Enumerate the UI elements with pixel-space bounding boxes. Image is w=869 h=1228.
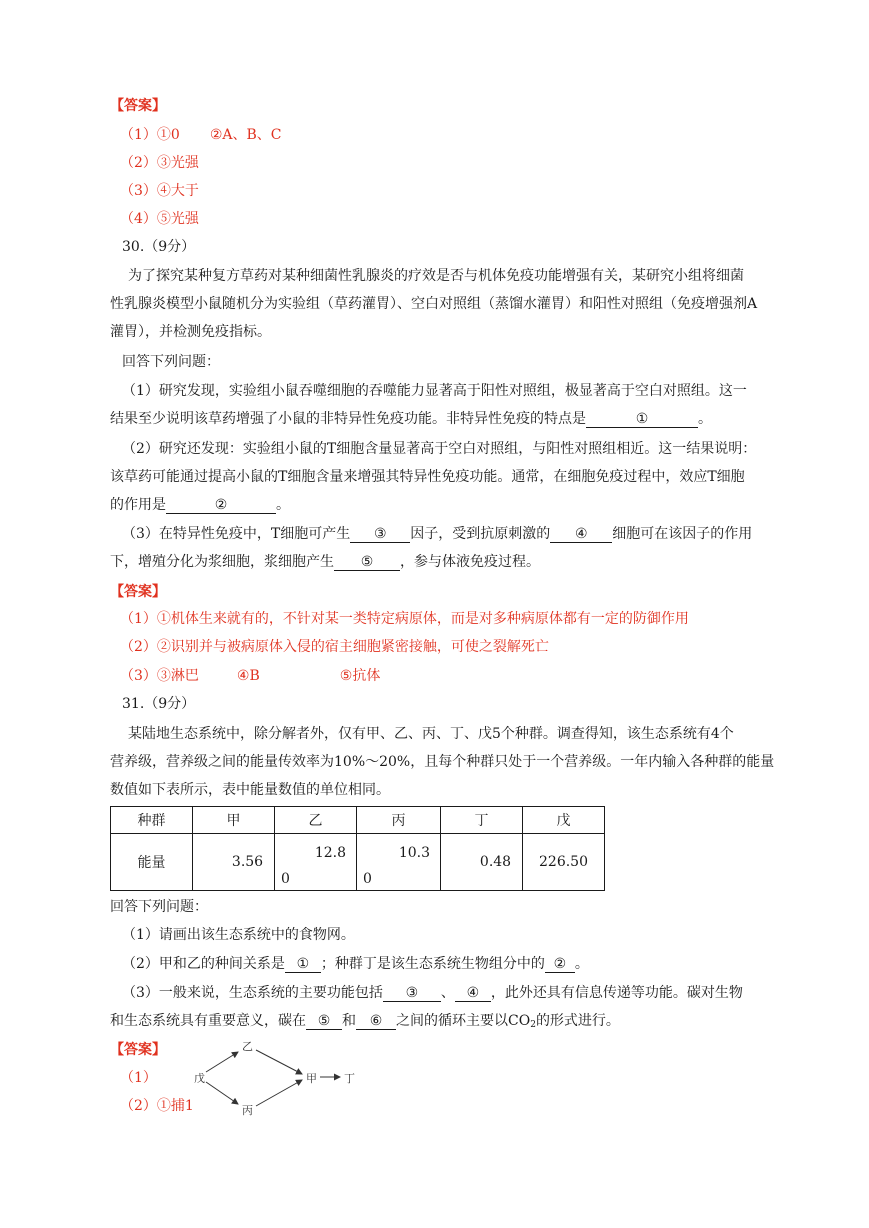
question-31-ask: 回答下列问题： (110, 899, 208, 915)
food-web-diagram (186, 1040, 366, 1118)
answer-30-2: （2）②识别并与被病原体入侵的宿主细胞紧密接触，可使之裂解死亡 (120, 639, 549, 655)
q30-p1-text: 结果至少说明该草药增强了小鼠的非特异性免疫功能。非特异性免疫的特点是 (110, 411, 586, 427)
answer-29-4: （4）⑤光强 (120, 211, 199, 227)
table-cell-ding (441, 834, 523, 891)
blank-30-1: ① (586, 409, 698, 428)
table-cell-wu: 226.50 (523, 834, 605, 891)
question-30-part2-line3 (110, 495, 290, 515)
table-header-cell: 戊 (523, 807, 605, 834)
blank-30-4: ④ (550, 524, 612, 543)
energy-yi-bottom: 0 (281, 871, 290, 887)
q30-p3-text-a: （3）在特异性免疫中，T细胞可产生 (122, 526, 351, 542)
q31-p3-text-e: 和 (342, 1013, 356, 1029)
table-cell-bing (357, 834, 441, 891)
question-30-stem-2: 性乳腺炎模型小鼠随机分为实验组（草药灌胃）、空白对照组（蒸馏水灌胃）和阳性对照组（免疫增强剂A (110, 296, 758, 312)
answer-label-31: 【答案】 (110, 1042, 166, 1058)
question-30-part2-line2: 该草药可能通过提高小鼠的T细胞含量来增强其特异性免疫功能。通常，在细胞免疫过程中，效应T细胞 (110, 469, 745, 485)
arrow-bing-jia (256, 1080, 302, 1106)
blank-31-6: ⑥ (356, 1011, 396, 1030)
question-30-part1-line2 (110, 409, 712, 429)
answer-30-3-a: （3）③淋巴 (120, 668, 199, 684)
arrow-yi-jia (256, 1050, 302, 1074)
question-30-ask: 回答下列问题： (122, 354, 220, 370)
split-cell (357, 835, 440, 889)
answer-30-1: （1）①机体生来就有的，不针对某一类特定病原体，而是对多种病原体都有一定的防御作用 (120, 611, 689, 627)
answer-label-29: 【答案】 (110, 98, 166, 114)
question-31-part3-line2 (110, 1011, 620, 1035)
q30-p3-text-e: ，参与体液免疫过程。 (400, 554, 540, 570)
blank-31-3: ③ (383, 983, 441, 1002)
question-30-stem-3: 灌胃），并检测免疫指标。 (110, 324, 271, 340)
blank-31-1: ① (285, 954, 321, 973)
node-ding: 丁 (344, 1072, 355, 1085)
table-cell-yi (275, 834, 357, 891)
answer-29-3: （3）④大于 (120, 183, 199, 199)
q30-p2-text: 的作用是 (110, 497, 166, 513)
blank-30-3: ③ (350, 524, 410, 543)
question-31-header: 31.（9分） (122, 696, 196, 712)
table-header-cell: 乙 (275, 807, 357, 834)
answer-29-1-b: ②A、B、C (209, 127, 282, 143)
blank-31-4: ④ (455, 983, 491, 1002)
question-31-part3-line1 (122, 983, 743, 1003)
arrow-wu-bing (206, 1082, 238, 1104)
answer-30-3-c: ⑤抗体 (339, 668, 381, 684)
energy-table-data-row (111, 834, 605, 891)
q31-p2-text-a: （2）甲和乙的种间关系是 (122, 956, 285, 972)
q31-p3-text-a: （3）一般来说，生态系统的主要功能包括 (122, 985, 383, 1001)
question-31-part1: （1）请画出该生态系统中的食物网。 (122, 927, 355, 943)
table-header-cell: 甲 (193, 807, 275, 834)
question-30-header: 30.（9分） (122, 239, 196, 255)
question-31-stem-2: 营养级，营养级之间的能量传效率为10%～20%，且每个种群只处于一个营养级。一年内输入各种群的能量 (110, 754, 775, 770)
q31-p3-text-d: 和生态系统具有重要意义，碳在 (110, 1013, 306, 1029)
q30-p3-text-d: 下，增殖分化为浆细胞，浆细胞产生 (110, 554, 334, 570)
answer-29-1-a: （1）①0 (120, 127, 180, 143)
energy-bing-top: 10.3 (398, 845, 430, 861)
blank-31-5: ⑤ (306, 1011, 342, 1030)
blank-31-2: ② (545, 954, 575, 973)
question-31-stem-3: 数值如下表所示，表中能量数值的单位相同。 (110, 782, 390, 798)
energy-ding: 0.48 (479, 854, 512, 870)
node-bing: 丙 (242, 1104, 253, 1117)
q31-p3-text-g: 的形式进行。 (535, 1013, 620, 1029)
question-30-part3-line1 (122, 524, 752, 544)
node-yi: 乙 (242, 1040, 253, 1053)
q31-p3-text-f: 之间的循环主要以CO (396, 1013, 531, 1029)
energy-bing-bottom: 0 (363, 871, 372, 887)
blank-30-5: ⑤ (334, 552, 400, 571)
energy-jia: 3.56 (231, 854, 264, 870)
question-30-part3-line2 (110, 552, 540, 572)
q30-p3-text-c: 细胞可在该因子的作用 (612, 526, 753, 542)
question-30-part1-line1: （1）研究发现，实验组小鼠吞噬细胞的吞噬能力显著高于阳性对照组，极显著高于空白对照组。这一 (122, 383, 747, 399)
table-row-label: 能量 (111, 834, 193, 891)
answer-31-1: （1） (120, 1070, 157, 1086)
answer-29-2: （2）③光强 (120, 155, 199, 171)
energy-table (110, 806, 605, 891)
table-cell-jia (193, 834, 275, 891)
answer-31-2: （2）①捕1 (120, 1098, 194, 1114)
energy-table-header-row (111, 807, 605, 834)
table-header-cell: 丙 (357, 807, 441, 834)
answer-label-30: 【答案】 (110, 584, 166, 600)
energy-yi-top: 12.8 (314, 845, 346, 861)
q31-p2-text-b: ；种群丁是该生态系统生物组分中的 (320, 956, 545, 972)
q30-p3-text-b: 因子，受到抗原刺激的 (410, 526, 551, 542)
node-wu: 戊 (194, 1072, 205, 1085)
q30-p2-end: 。 (276, 497, 290, 513)
q31-p3-text-b: 、 (440, 985, 455, 1001)
question-31-stem-1: 某陆地生态系统中，除分解者外，仅有甲、乙、丙、丁、戊5个种群。调查得知，该生态系统有4个 (128, 726, 734, 742)
answer-30-3-b: ④B (236, 668, 260, 684)
node-jia: 甲 (306, 1072, 317, 1085)
answer-29-1 (120, 125, 282, 145)
question-30-stem-1: 为了探究某种复方草药对某种细菌性乳腺炎的疗效是否与机体免疫功能增强有关，某研究小组将细菌 (128, 268, 744, 284)
q31-co2-subscript: 2 (530, 1020, 536, 1030)
arrow-wu-yi (206, 1052, 238, 1072)
q30-p1-end: 。 (698, 411, 712, 427)
answer-30-3 (120, 666, 380, 686)
table-header-cell: 丁 (441, 807, 523, 834)
blank-30-2: ② (166, 495, 276, 514)
question-30-part2-line1: （2）研究还发现：实验组小鼠的T细胞含量显著高于空白对照组，与阳性对照组相近。这一结果说明： (122, 441, 757, 457)
table-header-cell: 种群 (111, 807, 193, 834)
q31-p2-text-c: 。 (574, 956, 589, 972)
question-31-part2 (122, 954, 589, 974)
q31-p3-text-c: ，此外还具有信息传递等功能。碳对生物 (490, 985, 743, 1001)
split-cell (275, 835, 356, 889)
